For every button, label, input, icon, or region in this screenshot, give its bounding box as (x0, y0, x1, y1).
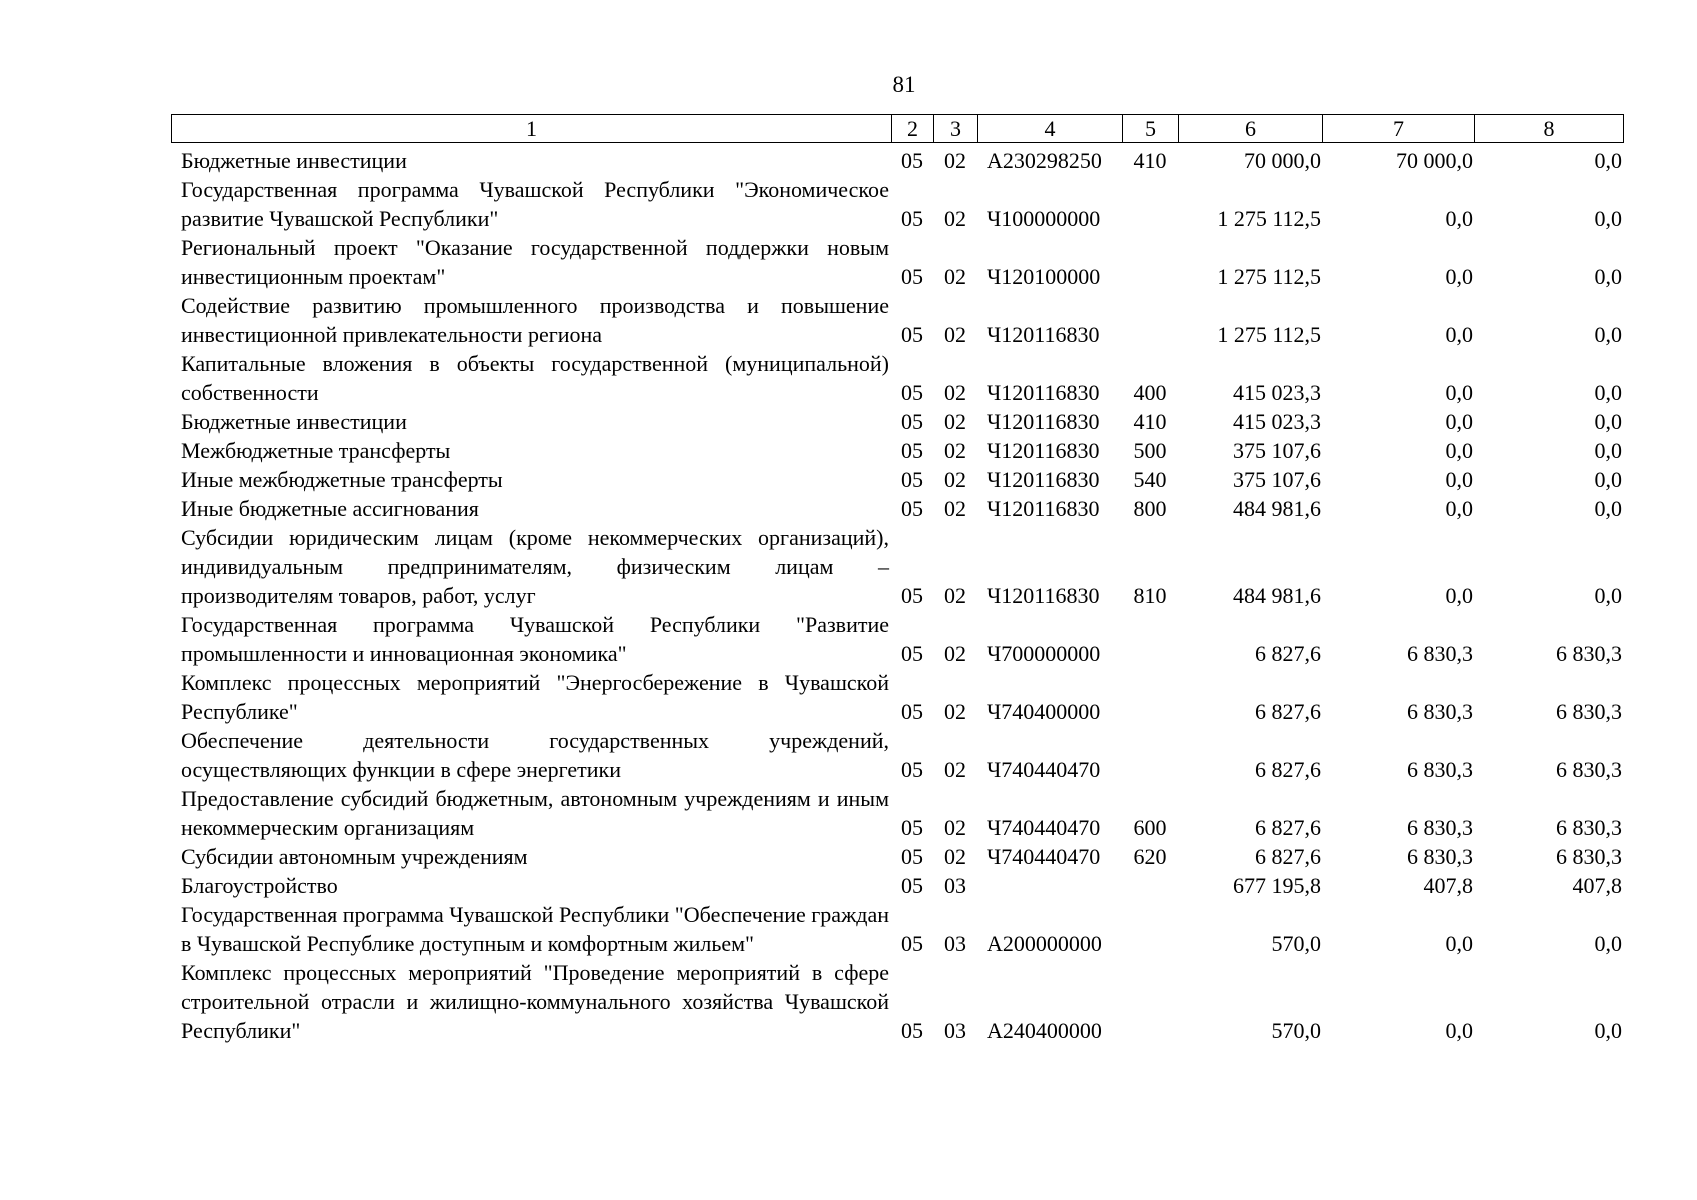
row-name: Иные бюджетные ассигнования (181, 496, 479, 521)
row-expense-type (1122, 871, 1178, 900)
row-value-col6: 570,0 (1271, 1018, 1321, 1043)
row-value-col6: 415 023,3 (1233, 409, 1321, 434)
table-row (171, 175, 1623, 233)
row-subsection: 03 (944, 931, 966, 956)
row-section: 05 (901, 873, 923, 898)
table-header (171, 114, 1624, 143)
row-section: 05 (901, 931, 923, 956)
table-row (171, 726, 1623, 784)
row-value-col7: 0,0 (1445, 496, 1473, 521)
row-target-article: Ч120116830 (987, 438, 1100, 463)
table-row (171, 784, 1623, 842)
row-value-col7: 6 830,3 (1407, 641, 1473, 666)
row-value-col7: 6 830,3 (1407, 699, 1473, 724)
row-section: 05 (901, 641, 923, 666)
row-value-col6: 1 275 112,5 (1217, 264, 1321, 289)
row-subsection: 02 (944, 206, 966, 231)
row-section: 05 (901, 1018, 923, 1043)
row-name: Субсидии юридическим лицам (кроме некоммерческих организаций), индивидуальным предпринимателям, физическим лицам – производителям товаров, работ, услуг (181, 525, 889, 608)
header-col-7: 7 (1323, 115, 1475, 143)
row-name: Региональный проект "Оказание государственной поддержки новым инвестиционным проектам" (181, 235, 889, 289)
row-name: Бюджетные инвестиции (181, 409, 407, 434)
row-value-col7: 0,0 (1445, 467, 1473, 492)
row-value-col8: 0,0 (1594, 380, 1622, 405)
row-value-col8: 6 830,3 (1556, 815, 1622, 840)
row-subsection: 02 (944, 409, 966, 434)
row-value-col8: 0,0 (1594, 409, 1622, 434)
row-name: Межбюджетные трансферты (181, 438, 451, 463)
row-subsection: 02 (944, 815, 966, 840)
row-value-col8: 0,0 (1594, 206, 1622, 231)
row-value-col6: 1 275 112,5 (1217, 322, 1321, 347)
row-value-col8: 0,0 (1594, 438, 1622, 463)
row-target-article: Ч120116830 (987, 409, 1100, 434)
table-row (171, 407, 1623, 436)
row-value-col7: 0,0 (1445, 380, 1473, 405)
row-value-col6: 70 000,0 (1244, 148, 1321, 173)
row-expense-type (1122, 900, 1178, 958)
row-expense-type: 410 (1133, 148, 1167, 173)
header-col-6: 6 (1179, 115, 1323, 143)
row-target-article: Ч740400000 (987, 699, 1101, 724)
row-section: 05 (901, 380, 923, 405)
row-value-col6: 484 981,6 (1233, 496, 1321, 521)
row-name: Предоставление субсидий бюджетным, автономным учреждениям и иным некоммерческим организациям (181, 786, 889, 840)
row-subsection: 03 (944, 1018, 966, 1043)
row-expense-type (1122, 233, 1178, 291)
row-subsection: 03 (944, 873, 966, 898)
row-value-col8: 0,0 (1594, 467, 1622, 492)
table-row (171, 871, 1623, 900)
row-value-col7: 0,0 (1445, 322, 1473, 347)
row-subsection: 02 (944, 322, 966, 347)
row-expense-type: 410 (1133, 409, 1167, 434)
row-value-col8: 0,0 (1594, 1018, 1622, 1043)
row-name: Иные межбюджетные трансферты (181, 467, 503, 492)
row-value-col6: 6 827,6 (1255, 699, 1321, 724)
table-row (171, 523, 1623, 610)
table-row (171, 842, 1623, 871)
row-value-col8: 0,0 (1594, 264, 1622, 289)
row-value-col8: 6 830,3 (1556, 757, 1622, 782)
row-section: 05 (901, 322, 923, 347)
budget-table (171, 146, 1623, 1045)
row-name: Субсидии автономным учреждениям (181, 844, 528, 869)
row-expense-type: 600 (1133, 815, 1167, 840)
row-target-article: Ч100000000 (987, 206, 1101, 231)
row-expense-type (1122, 610, 1178, 668)
table-row (171, 958, 1623, 1045)
row-target-article: Ч740440470 (987, 757, 1101, 782)
row-value-col6: 6 827,6 (1255, 815, 1321, 840)
row-value-col7: 407,8 (1423, 873, 1473, 898)
table-row (171, 146, 1623, 175)
row-subsection: 02 (944, 583, 966, 608)
row-section: 05 (901, 583, 923, 608)
row-name: Благоустройство (181, 873, 338, 898)
row-section: 05 (901, 148, 923, 173)
row-expense-type: 810 (1133, 583, 1167, 608)
row-value-col7: 0,0 (1445, 1018, 1473, 1043)
row-subsection: 02 (944, 438, 966, 463)
header-row (172, 115, 1624, 143)
header-col-2: 2 (892, 115, 934, 143)
row-expense-type (1122, 291, 1178, 349)
row-target-article: Ч700000000 (987, 641, 1101, 666)
row-target-article: Ч120100000 (987, 264, 1101, 289)
row-target-article: Ч740440470 (987, 815, 1101, 840)
row-target-article: Ч120116830 (987, 322, 1100, 347)
row-subsection: 02 (944, 496, 966, 521)
row-value-col7: 6 830,3 (1407, 815, 1473, 840)
table-row (171, 349, 1623, 407)
row-subsection: 02 (944, 757, 966, 782)
row-expense-type (1122, 668, 1178, 726)
row-name: Обеспечение деятельности государственных учреждений, осуществляющих функции в сфере энергетики (181, 728, 889, 782)
row-name: Содействие развитию промышленного производства и повышение инвестиционной привлекательности региона (181, 293, 889, 347)
row-section: 05 (901, 496, 923, 521)
row-value-col8: 6 830,3 (1556, 699, 1622, 724)
header-col-8: 8 (1475, 115, 1624, 143)
table-row (171, 465, 1623, 494)
row-target-article: А200000000 (987, 931, 1102, 956)
row-value-col8: 0,0 (1594, 931, 1622, 956)
header-col-4: 4 (978, 115, 1123, 143)
table-row (171, 436, 1623, 465)
row-value-col7: 70 000,0 (1396, 148, 1473, 173)
row-section: 05 (901, 815, 923, 840)
row-value-col6: 1 275 112,5 (1217, 206, 1321, 231)
row-value-col6: 375 107,6 (1233, 467, 1321, 492)
table-row (171, 291, 1623, 349)
row-target-article: А240400000 (987, 1018, 1102, 1043)
row-value-col7: 0,0 (1445, 583, 1473, 608)
table-row (171, 668, 1623, 726)
row-expense-type: 400 (1133, 380, 1167, 405)
row-subsection: 02 (944, 148, 966, 173)
row-name: Государственная программа Чувашской Республики "Развитие промышленности и инновационная экономика" (181, 612, 889, 666)
header-col-1: 1 (172, 115, 892, 143)
row-section: 05 (901, 409, 923, 434)
row-target-article: Ч120116830 (987, 583, 1100, 608)
row-name: Комплекс процессных мероприятий "Проведение мероприятий в сфере строительной отрасли и жилищно-коммунального хозяйства Чувашской Республики" (181, 960, 889, 1043)
row-section: 05 (901, 467, 923, 492)
row-target-article: Ч740440470 (987, 844, 1101, 869)
row-section: 05 (901, 206, 923, 231)
row-target-article: Ч120116830 (987, 380, 1100, 405)
row-name: Государственная программа Чувашской Республики "Обеспечение граждан в Чувашской Республике доступным и комфортным жильем" (181, 902, 890, 956)
row-target-article (977, 871, 1122, 900)
row-value-col6: 484 981,6 (1233, 583, 1321, 608)
row-value-col8: 407,8 (1572, 873, 1622, 898)
row-value-col7: 0,0 (1445, 931, 1473, 956)
row-value-col7: 0,0 (1445, 206, 1473, 231)
row-value-col8: 6 830,3 (1556, 641, 1622, 666)
table-row (171, 610, 1623, 668)
row-name: Бюджетные инвестиции (181, 148, 407, 173)
row-value-col6: 6 827,6 (1255, 641, 1321, 666)
row-section: 05 (901, 757, 923, 782)
row-expense-type: 500 (1133, 438, 1167, 463)
row-value-col8: 0,0 (1594, 583, 1622, 608)
table-row (171, 494, 1623, 523)
row-subsection: 02 (944, 380, 966, 405)
row-value-col6: 375 107,6 (1233, 438, 1321, 463)
row-target-article: Ч120116830 (987, 496, 1100, 521)
row-section: 05 (901, 844, 923, 869)
row-expense-type (1122, 958, 1178, 1045)
table-row (171, 233, 1623, 291)
row-section: 05 (901, 438, 923, 463)
row-section: 05 (901, 699, 923, 724)
row-value-col7: 0,0 (1445, 438, 1473, 463)
row-value-col6: 6 827,6 (1255, 757, 1321, 782)
header-col-3: 3 (934, 115, 978, 143)
row-name: Капитальные вложения в объекты государственной (муниципальной) собственности (181, 351, 889, 405)
row-target-article: Ч120116830 (987, 467, 1100, 492)
page-number: 81 (892, 72, 916, 97)
table-row (171, 900, 1623, 958)
row-expense-type (1122, 175, 1178, 233)
row-value-col8: 6 830,3 (1556, 844, 1622, 869)
row-value-col7: 6 830,3 (1407, 757, 1473, 782)
row-value-col6: 6 827,6 (1255, 844, 1321, 869)
row-value-col8: 0,0 (1594, 148, 1622, 173)
header-col-5: 5 (1123, 115, 1179, 143)
row-value-col6: 570,0 (1271, 931, 1321, 956)
row-subsection: 02 (944, 844, 966, 869)
row-value-col7: 6 830,3 (1407, 844, 1473, 869)
row-subsection: 02 (944, 264, 966, 289)
row-value-col6: 415 023,3 (1233, 380, 1321, 405)
row-target-article: А230298250 (987, 148, 1102, 173)
row-value-col8: 0,0 (1594, 496, 1622, 521)
row-expense-type: 540 (1133, 467, 1167, 492)
row-expense-type: 620 (1133, 844, 1167, 869)
row-subsection: 02 (944, 467, 966, 492)
row-value-col7: 0,0 (1445, 264, 1473, 289)
row-subsection: 02 (944, 641, 966, 666)
row-expense-type (1122, 726, 1178, 784)
row-subsection: 02 (944, 699, 966, 724)
row-expense-type: 800 (1133, 496, 1167, 521)
row-name: Государственная программа Чувашской Республики "Экономическое развитие Чувашской Республики" (181, 177, 889, 231)
row-value-col7: 0,0 (1445, 409, 1473, 434)
row-value-col6: 677 195,8 (1233, 873, 1321, 898)
row-name: Комплекс процессных мероприятий "Энергосбережение в Чувашской Республике" (181, 670, 889, 724)
row-value-col8: 0,0 (1594, 322, 1622, 347)
row-section: 05 (901, 264, 923, 289)
